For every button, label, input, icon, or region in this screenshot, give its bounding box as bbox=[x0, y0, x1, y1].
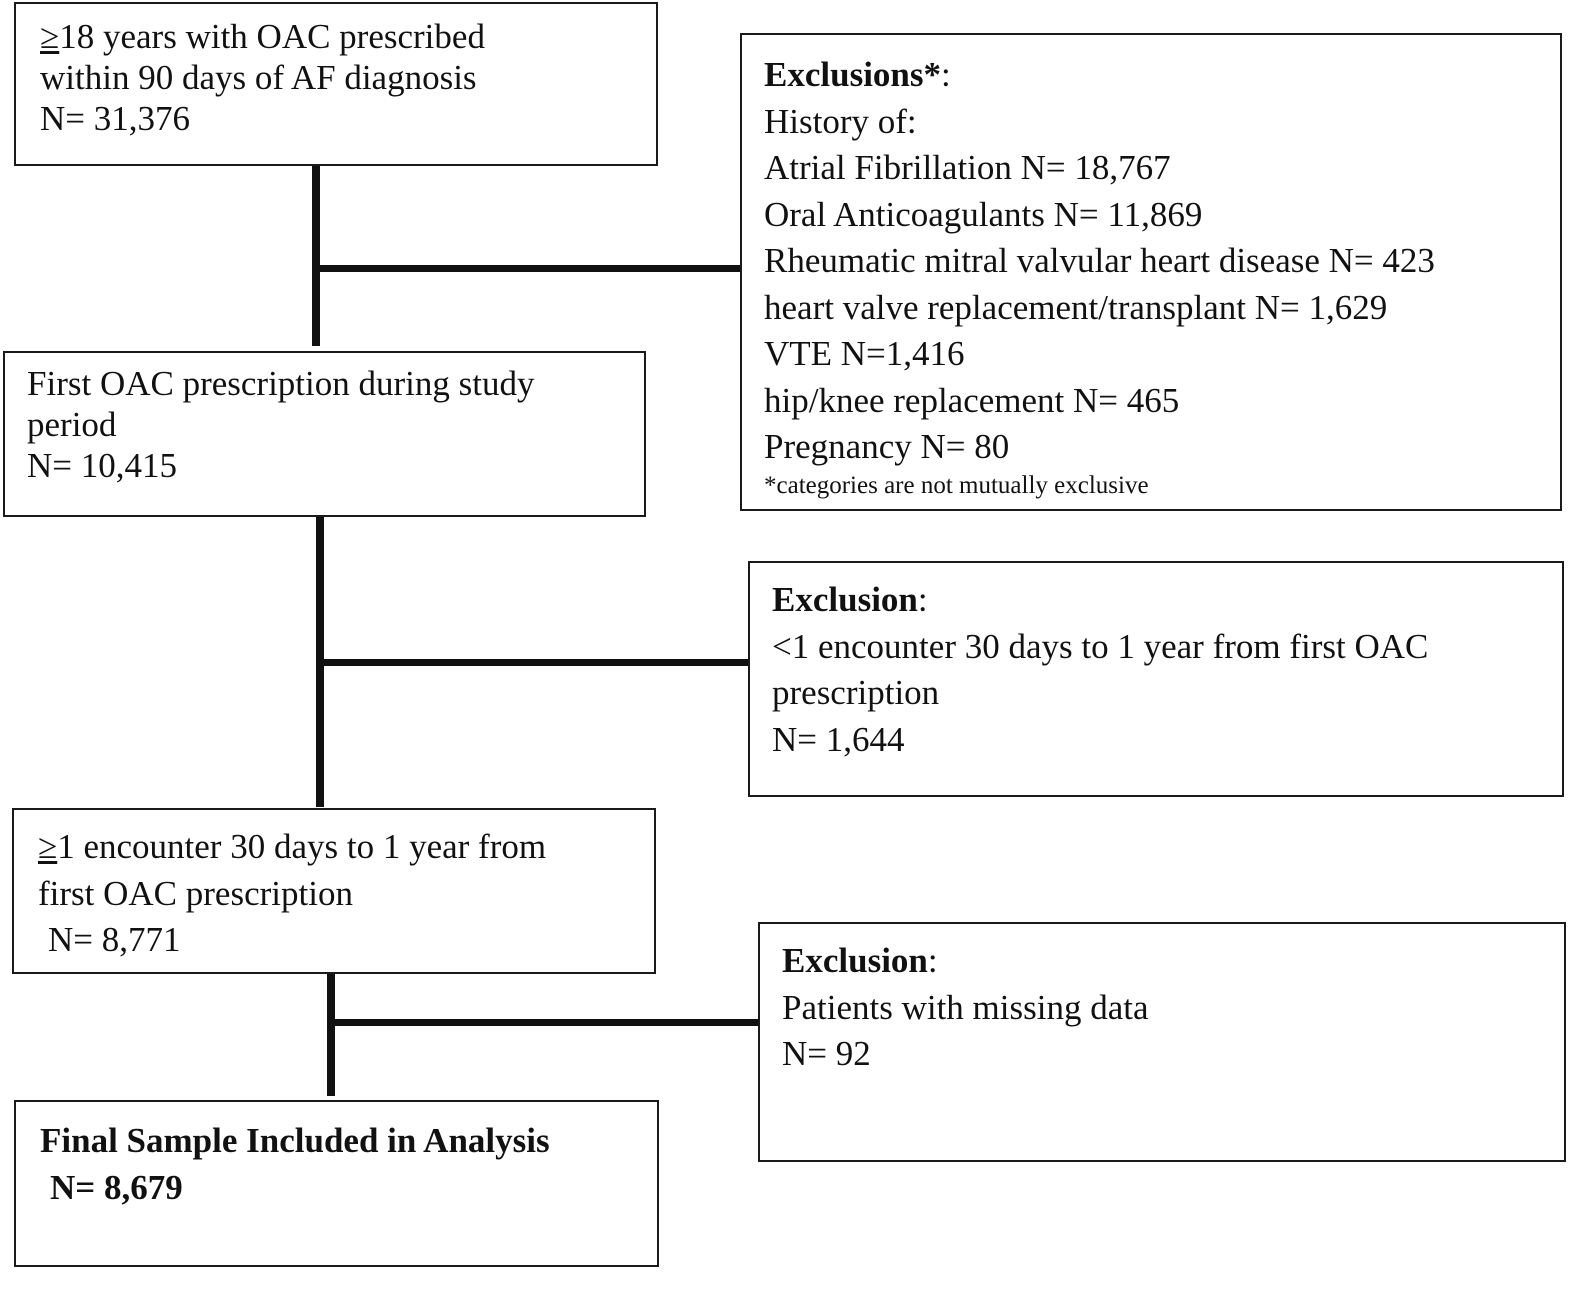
exclusion3-count: N= 92 bbox=[782, 1034, 871, 1073]
exclusion1-heading: Exclusions*: bbox=[764, 55, 951, 94]
exclusion1-item: Atrial Fibrillation N= 18,767 bbox=[764, 148, 1171, 187]
exclusion2-heading: Exclusion: bbox=[772, 580, 928, 619]
step4-title: Final Sample Included in Analysis bbox=[40, 1121, 550, 1160]
step-box-initial-cohort bbox=[14, 2, 658, 166]
exclusion-box-history bbox=[740, 33, 1562, 511]
exclusion3-line1: Patients with missing data bbox=[782, 987, 1149, 1027]
exclusion1-item: hip/knee replacement N= 465 bbox=[764, 380, 1180, 420]
step2-line2: period bbox=[27, 405, 117, 444]
connector-branch-3 bbox=[333, 1019, 760, 1026]
exclusion-box-missing-data bbox=[758, 922, 1566, 1162]
exclusion1-item: VTE N=1,416 bbox=[764, 334, 965, 373]
exclusion1-footnote: *categories are not mutually exclusive bbox=[764, 471, 1149, 499]
step-box-final-sample bbox=[14, 1100, 659, 1267]
exclusion1-item: heart valve replacement/transplant N= 1,629 bbox=[764, 287, 1388, 327]
exclusion2-line1: <1 encounter 30 days to 1 year from first OAC bbox=[772, 626, 1429, 666]
exclusion1-item: Rheumatic mitral valvular heart disease N= 423 bbox=[764, 241, 1435, 280]
connector-branch-1 bbox=[316, 265, 742, 272]
exclusion1-item: Pregnancy N= 80 bbox=[764, 427, 1010, 466]
step-box-encounter bbox=[12, 808, 656, 974]
exclusion2-count: N= 1,644 bbox=[772, 719, 905, 759]
step-box-first-prescription bbox=[3, 351, 646, 517]
step4-count: N= 8,679 bbox=[50, 1167, 183, 1207]
step2-count: N= 10,415 bbox=[27, 446, 178, 485]
connector-branch-2 bbox=[320, 659, 750, 666]
exclusion-box-encounter bbox=[748, 561, 1564, 797]
exclusion3-heading: Exclusion: bbox=[782, 941, 938, 980]
step3-count: N= 8,771 bbox=[48, 920, 181, 959]
step1-line2: within 90 days of AF diagnosis bbox=[40, 58, 477, 97]
connector-vertical-1 bbox=[312, 166, 320, 346]
step3-line1: ≥1 encounter 30 days to 1 year from bbox=[38, 827, 547, 866]
connector-vertical-2 bbox=[316, 509, 324, 807]
exclusion1-intro: History of: bbox=[764, 101, 917, 141]
connector-vertical-3 bbox=[327, 970, 335, 1096]
step2-line1: First OAC prescription during study bbox=[27, 364, 535, 403]
exclusion1-item: Oral Anticoagulants N= 11,869 bbox=[764, 194, 1203, 234]
exclusion2-line2: prescription bbox=[772, 673, 940, 712]
step3-line2: first OAC prescription bbox=[38, 873, 353, 913]
step1-count: N= 31,376 bbox=[40, 99, 191, 138]
step1-line1: ≥18 years with OAC prescribed bbox=[40, 17, 485, 56]
